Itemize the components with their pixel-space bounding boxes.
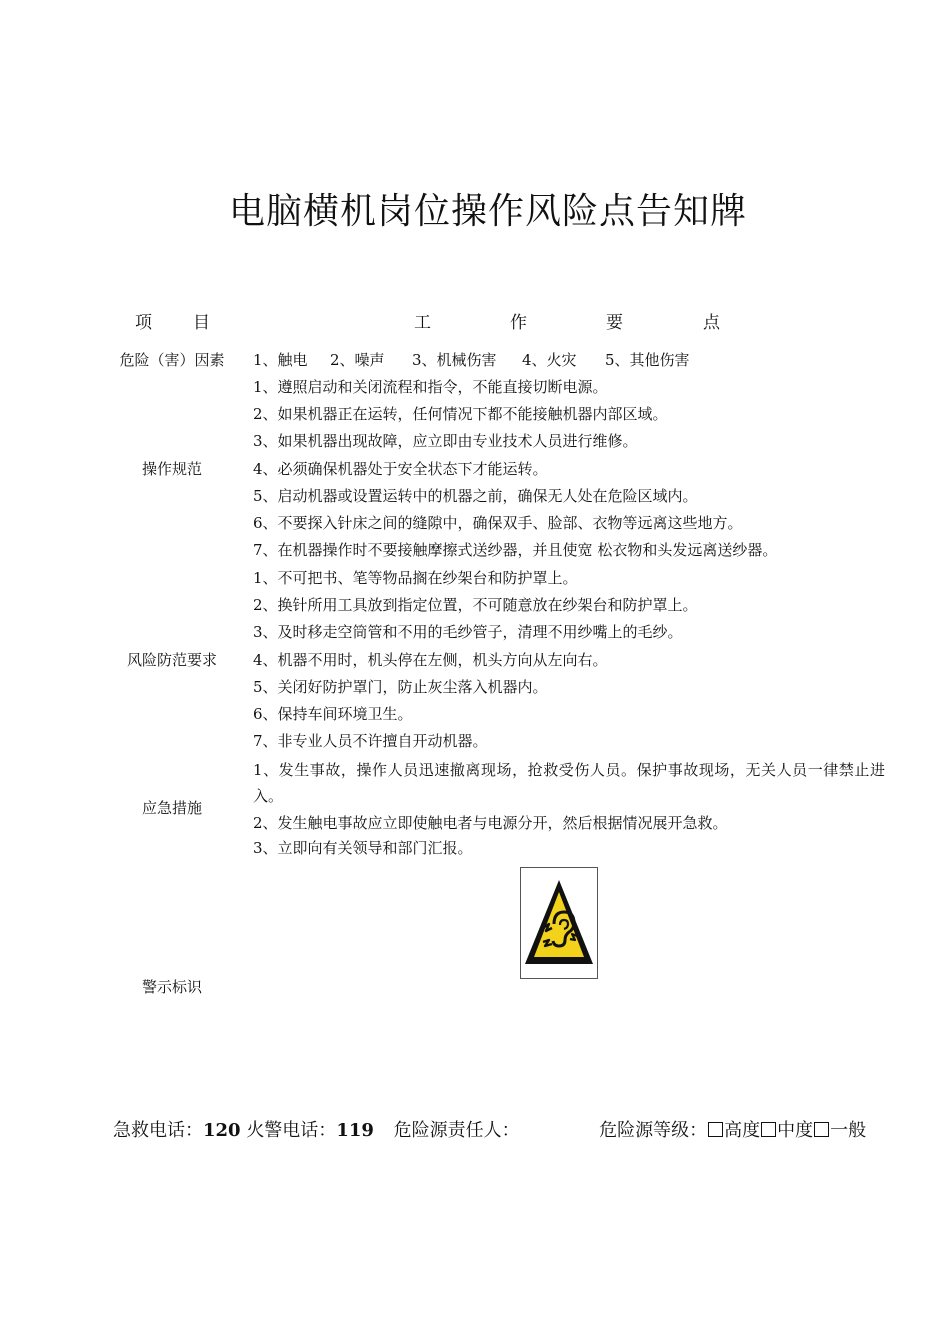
fire-label: 火警电话：: [246, 1120, 337, 1141]
fire-number: 119: [336, 1120, 374, 1141]
hazard-item: 3、机械伤害: [412, 351, 497, 369]
level-checkbox-high[interactable]: [708, 1122, 723, 1137]
operation-item: 6、不要探入针床之间的缝隙中，确保双手、脸部、衣物等远离这些地方。: [253, 514, 743, 532]
hazard-label: 危险（害）因素: [119, 351, 225, 369]
prevention-item: 6、保持车间环境卫生。: [253, 705, 413, 723]
prevention-item: 3、及时移走空筒管和不用的毛纱管子，清理不用纱嘴上的毛纱。: [253, 623, 683, 641]
header-points-char-1: 工: [414, 313, 431, 333]
page-title: 电脑横机岗位操作风险点告知牌: [228, 191, 747, 232]
header-item-char-1: 项: [135, 313, 152, 333]
emergency-item: 3、立即向有关领导和部门汇报。: [253, 839, 473, 857]
header-item-char-2: 目: [193, 313, 210, 333]
operation-item: 7、在机器操作时不要接触摩擦式送纱器，并且使宽 松衣物和头发远离送纱器。: [253, 541, 778, 559]
level-label: 危险源等级：: [599, 1120, 708, 1141]
header-points-char-2: 作: [510, 313, 527, 333]
emergency-item: 1、发生事故，操作人员迅速撤离现场，抢救受伤人员。保护事故现场，无关人员一律禁止进入。: [253, 761, 885, 805]
prevention-item: 2、换针所用工具放到指定位置，不可随意放在纱架台和防护罩上。: [253, 596, 698, 614]
operation-item: 1、遵照启动和关闭流程和指令，不能直接切断电源。: [253, 378, 608, 396]
emergency-item: 2、发生触电事故应立即使触电者与电源分开，然后根据情况展开急救。: [253, 814, 728, 832]
prevention-item: 7、非专业人员不许擅自开动机器。: [253, 732, 488, 750]
hazard-item: 1、触电: [253, 351, 308, 369]
header-points-char-3: 要: [606, 313, 623, 333]
operation-item: 2、如果机器正在运转，任何情况下都不能接触机器内部区域。: [253, 405, 668, 423]
level-checkbox-general[interactable]: [814, 1122, 829, 1137]
noise-warning-icon: [521, 868, 597, 978]
first-aid-number: 120: [203, 1120, 241, 1141]
prevention-item: 5、关闭好防护罩门，防止灰尘落入机器内。: [253, 678, 548, 696]
header-points-char-4: 点: [703, 313, 720, 333]
first-aid-label: 急救电话：: [113, 1120, 203, 1141]
hazard-item: 5、其他伤害: [605, 351, 690, 369]
prevention-label: 风险防范要求: [126, 651, 217, 669]
footer-info: [113, 1118, 903, 1144]
operation-item: 5、启动机器或设置运转中的机器之前，确保无人处在危险区域内。: [253, 487, 698, 505]
operation-label: 操作规范: [141, 460, 202, 478]
operation-item: 3、如果机器出现故障，应立即由专业技术人员进行维修。: [253, 432, 638, 450]
level-option-high: 高度: [724, 1120, 761, 1141]
prevention-item: 1、不可把书、笔等物品搁在纱架台和防护罩上。: [253, 569, 578, 587]
hazard-item: 2、噪声: [330, 351, 385, 369]
warning-label: 警示标识: [141, 978, 202, 996]
emergency-label: 应急措施: [141, 799, 202, 817]
level-option-medium: 中度: [777, 1120, 814, 1141]
level-option-general: 一般: [830, 1120, 867, 1141]
prevention-item: 4、机器不用时，机头停在左侧，机头方向从左向右。: [253, 651, 608, 669]
responsible-label: 危险源责任人：: [393, 1120, 520, 1141]
hazard-item: 4、火灾: [522, 351, 577, 369]
hazard-list: [253, 349, 893, 371]
level-checkbox-medium[interactable]: [761, 1122, 776, 1137]
operation-item: 4、必须确保机器处于安全状态下才能运转。: [253, 460, 548, 478]
warning-sign-frame: [520, 867, 598, 979]
